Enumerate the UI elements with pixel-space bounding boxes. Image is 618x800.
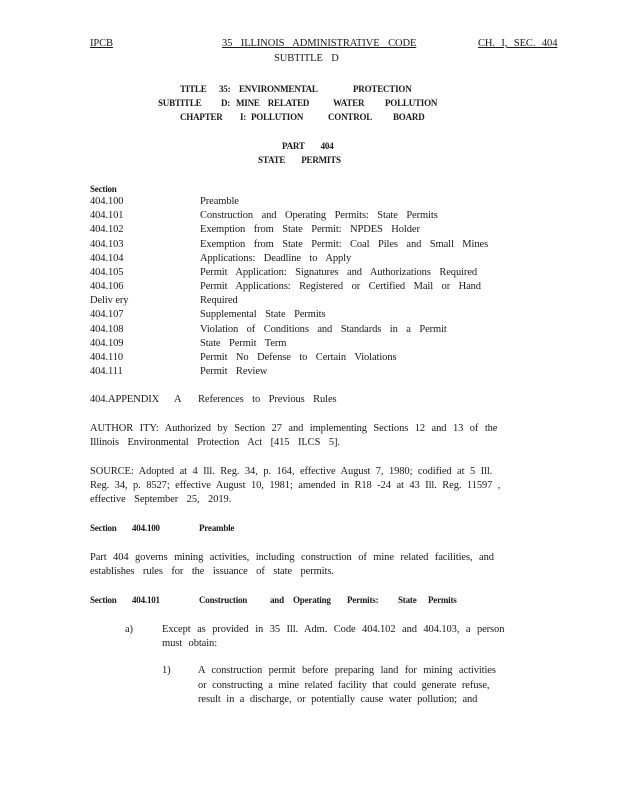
toc-appendix-letter: A xyxy=(174,394,182,405)
header-code-title: 35 ILLINOIS ADMINISTRATIVE CODE xyxy=(222,38,417,49)
source-note-line: SOURCE: Adopted at 4 Ill. Reg. 34, p. 164, effective August 7, 1980; codified at 5 Ill. xyxy=(90,466,493,477)
paragraph-line: A construction permit before preparing land for mining activities xyxy=(198,665,496,676)
authority-note-line: Illinois Environmental Protection Act [415 ILCS 5]. xyxy=(90,437,340,448)
chapter-name-2: CONTROL xyxy=(328,112,373,122)
section-title-word: Permits: xyxy=(347,595,379,605)
source-note-line: effective September 25, 2019. xyxy=(90,494,232,505)
section-number: 404.100 xyxy=(132,523,160,533)
toc-section-title: Exemption from State Permit: NPDES Holder xyxy=(200,224,420,235)
toc-section-number: 404.111 xyxy=(90,366,123,377)
paragraph-line: must obtain: xyxy=(162,638,218,649)
toc-section-title: Exemption from State Permit: Coal Piles and Small Mines xyxy=(200,239,489,250)
toc-section-number: 404.104 xyxy=(90,253,124,264)
toc-section-title: Applications: Deadline to Apply xyxy=(200,253,352,264)
toc-section-title: Required xyxy=(200,295,238,306)
authority-note-line: AUTHOR ITY: Authorized by Section 27 and implementing Sections 12 and 13 of the xyxy=(90,423,498,434)
paragraph-line: establishes rules for the issuance of state permits. xyxy=(90,566,334,577)
toc-section-title: Construction and Operating Permits: State Permits xyxy=(200,210,438,221)
section-title-word: Permits xyxy=(428,595,457,605)
title-label: TITLE xyxy=(180,84,207,94)
part-name: STATE PERMITS xyxy=(258,155,341,165)
title-number: 35: xyxy=(219,84,231,94)
toc-appendix-number: 404.APPENDIX xyxy=(90,394,160,405)
toc-section-number: 404.109 xyxy=(90,338,124,349)
subsection-label: a) xyxy=(125,624,133,635)
chapter-number: I: xyxy=(240,112,247,122)
toc-section-title: Violation of Conditions and Standards in a Permit xyxy=(200,324,447,335)
section-label: Section xyxy=(90,523,117,533)
section-title-word: State xyxy=(398,595,417,605)
paragraph-line: Part 404 governs mining activities, including construction of mine related facilities, and xyxy=(90,552,494,563)
part-number: PART 404 xyxy=(282,141,334,151)
subtitle-letter: D: xyxy=(221,98,231,108)
header-agency: IPCB xyxy=(90,38,113,49)
toc-heading: Section xyxy=(90,184,117,194)
section-label: Section xyxy=(90,595,117,605)
section-title-word: and xyxy=(270,595,284,605)
section-title: Preamble xyxy=(199,523,235,533)
toc-section-number: 404.110 xyxy=(90,352,124,363)
paragraph-line: result in a discharge, or potentially cause water pollution; and xyxy=(198,694,478,705)
toc-section-number: 404.108 xyxy=(90,324,124,335)
subtitle-name-1: MINE RELATED xyxy=(236,98,310,108)
toc-section-title: Preamble xyxy=(200,196,239,207)
subtitle-label: SUBTITLE xyxy=(158,98,202,108)
header-subtitle: SUBTITLE D xyxy=(274,53,339,64)
subtitle-name-3: POLLUTION xyxy=(385,98,438,108)
subsection-label: 1) xyxy=(162,665,171,676)
section-title-word: Operating xyxy=(293,595,331,605)
title-name-2: PROTECTION xyxy=(353,84,412,94)
toc-section-title: State Permit Term xyxy=(200,338,287,349)
toc-section-number: 404.100 xyxy=(90,196,124,207)
chapter-name-3: BOARD xyxy=(393,112,425,122)
source-note-line: Reg. 34, p. 8527; effective August 10, 1981; amended in R18 -24 at 43 Ill. Reg. 11597 , xyxy=(90,480,501,491)
toc-section-title: Permit Applications: Registered or Certified Mail or Hand xyxy=(200,281,481,292)
toc-section-number: 404.102 xyxy=(90,224,124,235)
header-chapter-section: CH. I, SEC. 404 xyxy=(478,38,558,49)
toc-section-title: Permit No Defense to Certain Violations xyxy=(200,352,397,363)
toc-section-number: 404.105 xyxy=(90,267,124,278)
toc-appendix-title: References to Previous Rules xyxy=(198,394,337,405)
toc-section-number: Deliv ery xyxy=(90,295,129,306)
toc-section-title: Permit Review xyxy=(200,366,268,377)
title-name-1: ENVIRONMENTAL xyxy=(239,84,318,94)
section-title-word: Construction xyxy=(199,595,248,605)
paragraph-line: or constructing a mine related facility that could generate refuse, xyxy=(198,680,490,691)
toc-section-title: Permit Application: Signatures and Authorizations Required xyxy=(200,267,478,278)
chapter-name-1: POLLUTION xyxy=(251,112,304,122)
toc-section-number: 404.106 xyxy=(90,281,124,292)
section-number: 404.101 xyxy=(132,595,160,605)
toc-section-title: Supplemental State Permits xyxy=(200,309,326,320)
toc-section-number: 404.101 xyxy=(90,210,124,221)
toc-section-number: 404.107 xyxy=(90,309,124,320)
toc-section-number: 404.103 xyxy=(90,239,124,250)
paragraph-line: Except as provided in 35 Ill. Adm. Code 404.102 and 404.103, a person xyxy=(162,624,505,635)
subtitle-name-2: WATER xyxy=(333,98,365,108)
chapter-label: CHAPTER xyxy=(180,112,223,122)
